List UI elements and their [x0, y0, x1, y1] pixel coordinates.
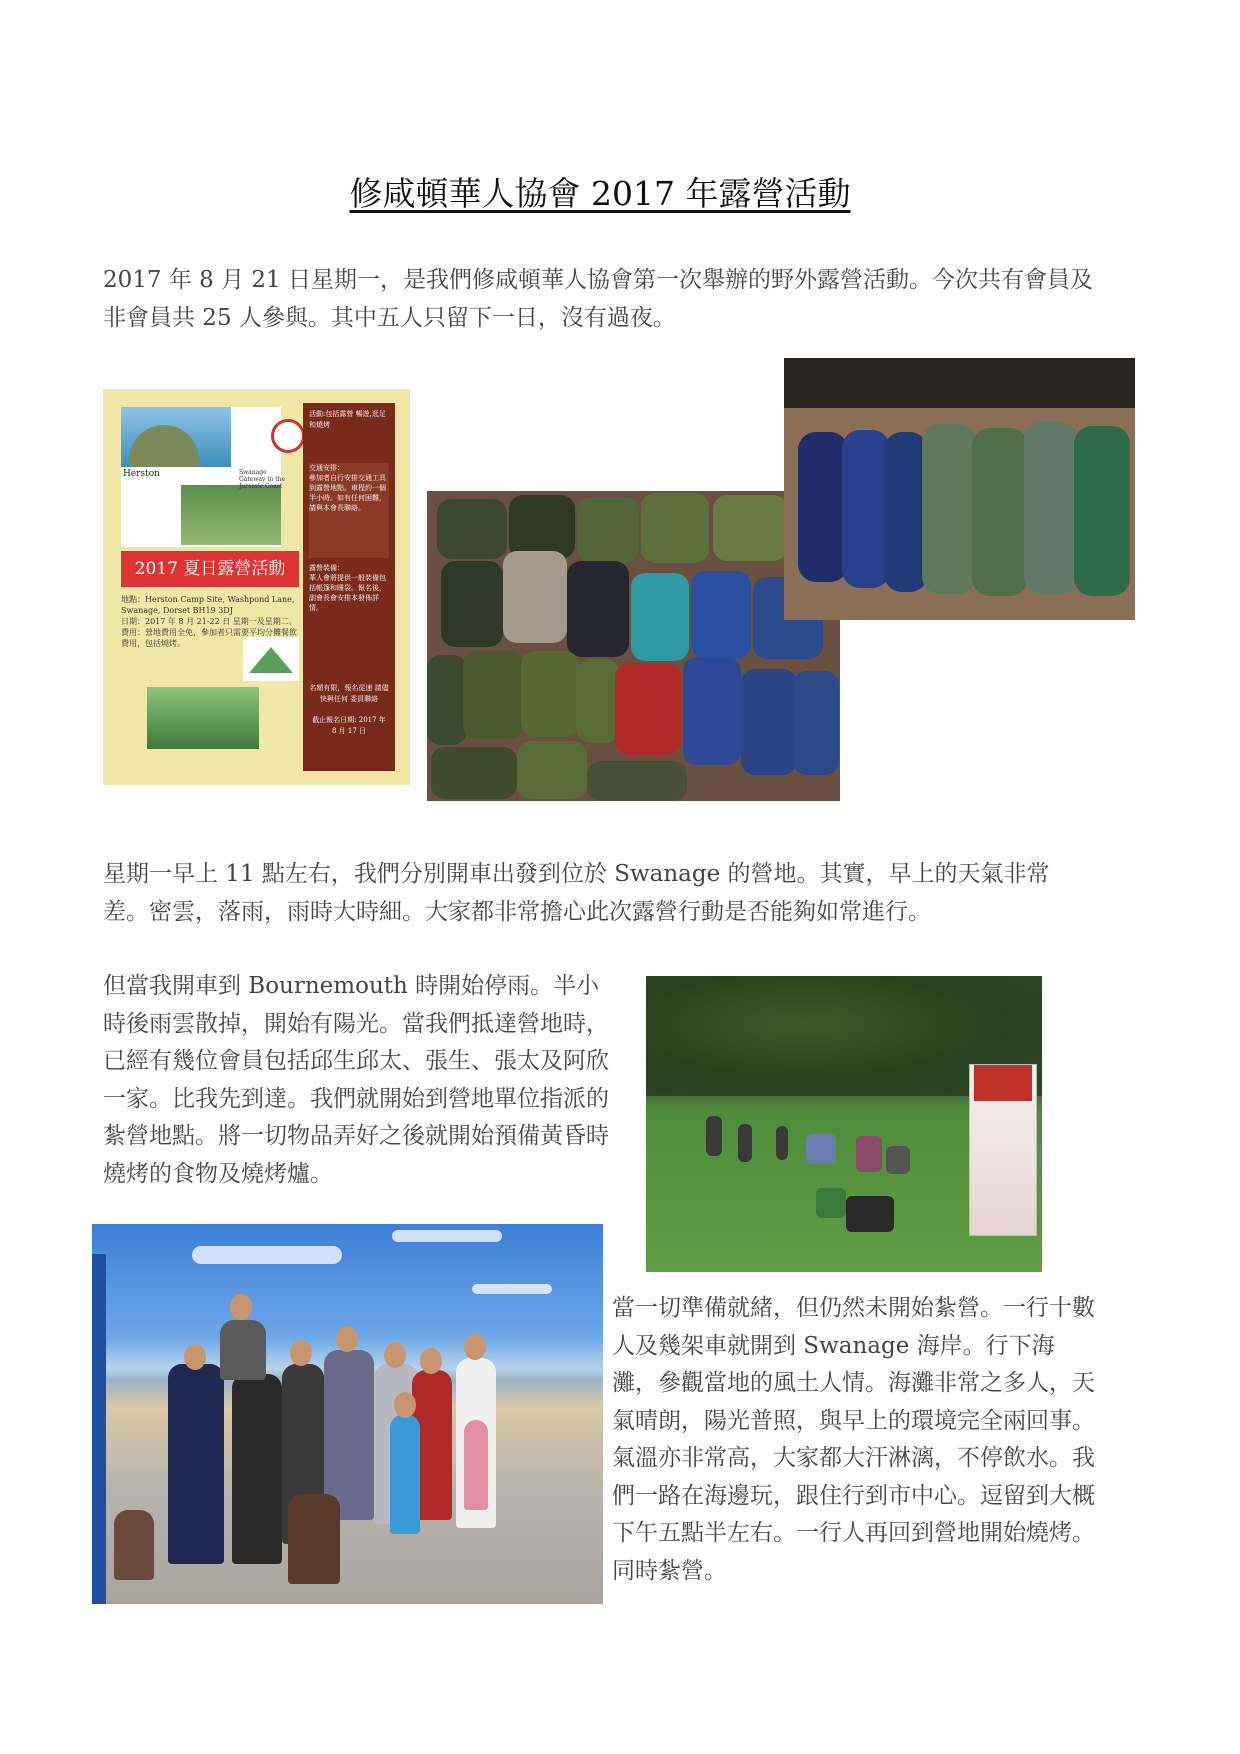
page-title: 修咸頓華人協會 2017 年露營活動	[349, 174, 851, 213]
tents-photo	[784, 358, 1135, 620]
poster-cost: 費用：營地費用全免，參加者只需要平均分攤餐飲費用，包括燒烤。	[121, 628, 297, 648]
poster-transport	[309, 463, 389, 558]
poster-date: 日期：2017 年 8 月 21-22 日 星期一及星期二。	[121, 617, 297, 626]
intro-paragraph: 2017 年 8 月 21 日星期一，是我們修咸頓華人協會第一次舉辦的野外露營活動。今次共有會員及非會員共 25 人參與。其中五人只留下一日，沒有過夜。	[103, 267, 1093, 331]
camp-poster-image	[103, 389, 410, 785]
departure-paragraph: 星期一早上 11 點左右，我們分別開車出發到位於 Swanage 的營地。其實，早上的天氣非常差。密雲，落雨，雨時大時細。大家都非常擔心此次露營行動是否能夠如常進行。	[103, 861, 1050, 925]
association-banner	[969, 1064, 1037, 1236]
association-logo	[271, 419, 305, 453]
poster-transport-heading: 交通安排：	[309, 464, 344, 472]
poster-top-note: 活動:包括露營 暢遊,逛足和燒烤	[309, 410, 386, 429]
arrival-paragraph: 但當我開車到 Bournemouth 時開始停雨。半小時後雨雲散掉，開始有陽光。當我們抵達營地時，已經有幾位會員包括邱生邱太、張生、張太及阿欣一家。比我先到達。我們就開始到營地單位指派的紮營地點。將一切物品弄好之後就開始預備黃昏時燒烤的食物及燒烤爐。	[103, 973, 609, 1187]
poster-deadline-box	[309, 683, 389, 737]
poster-transport-text: 參加者自行安排交通工具到露營地點。車程約一個半小時。如有任何困難，請與本會長聯絡。	[309, 474, 386, 512]
poster-quota: 名額有限，報名從速 請儘快與任何 委員聯絡	[309, 684, 389, 703]
poster-scenery	[121, 407, 286, 547]
campsite-photo	[646, 976, 1042, 1272]
poster-info-column	[303, 403, 395, 771]
tent-icon	[243, 637, 299, 681]
poster-gear-text: 華人會將提供一般裝備包括帳篷和睡袋。報名後，副會長會安排本發佈詳情。	[309, 574, 386, 612]
poster-banner: 2017 夏日露營活動	[121, 551, 299, 587]
poster-kids-photo	[147, 687, 259, 749]
sleeping-bags-photo	[427, 491, 840, 801]
poster-gear	[309, 563, 389, 673]
beach-paragraph: 當一切準備就緒，但仍然未開始紮營。一行十數人及幾架車就開到 Swanage 海岸。行下海灘，參觀當地的風土人情。海灘非常之多人，天氣晴朗，陽光普照，與早上的環境完全兩回事。氣溫亦非常高，大家都大汗淋漓，不停飲水。我們一路在海邊玩，跟住行到市中心。逗留到大概下午五點半左右。一行人再回到營地開始燒烤。同時紮營。	[612, 1295, 1095, 1584]
poster-deadline: 截止報名日期: 2017 年 8 月 17 日	[312, 716, 386, 735]
poster-gear-heading: 露營裝備：	[309, 564, 344, 572]
poster-herston: Herston	[123, 469, 160, 479]
beach-group-photo	[92, 1224, 603, 1604]
poster-location: 地點：Herston Camp Site, Washpond Lane, Swanage, Dorset BH19 3DJ	[121, 595, 295, 615]
poster-gateway: Swanage Gateway to the Jurassic Coast	[239, 469, 286, 490]
